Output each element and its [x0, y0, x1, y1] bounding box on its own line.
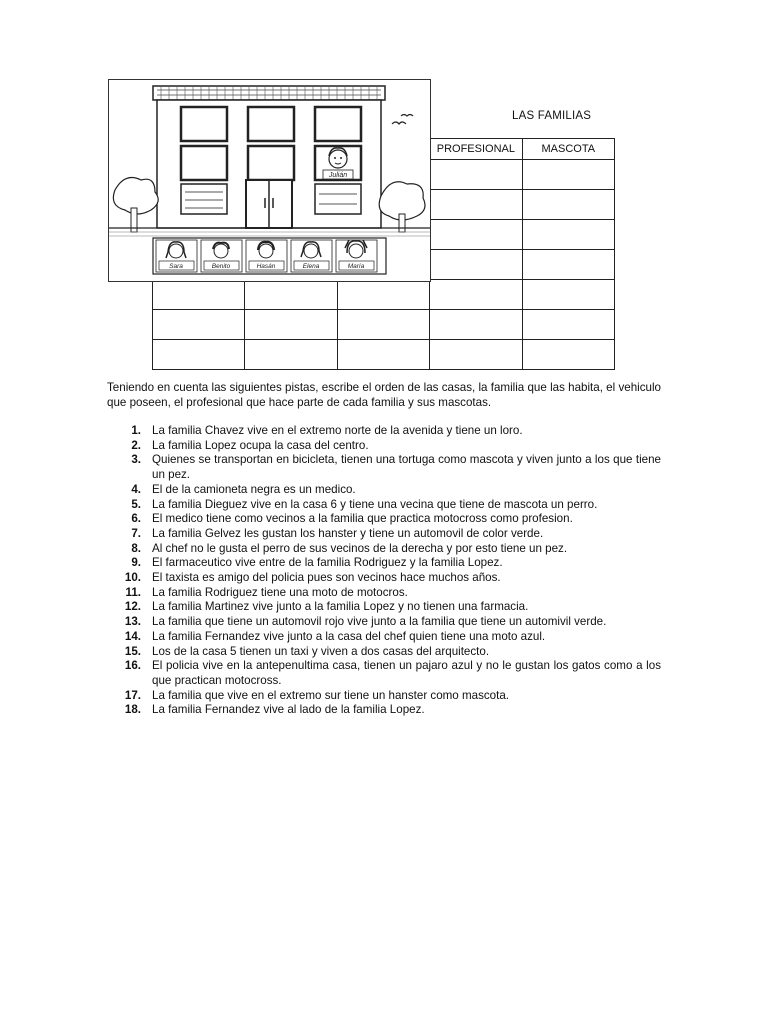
clue-text: La familia Fernandez vive al lado de la familia Lopez.: [152, 703, 425, 717]
grid-cell[interactable]: [522, 340, 614, 370]
clue-item: [107, 703, 661, 718]
grid-cell[interactable]: [522, 160, 614, 190]
grid-header-profesional: PROFESIONAL: [430, 139, 522, 160]
clue-item: [107, 453, 661, 482]
clue-item: [107, 512, 661, 527]
svg-text:María: María: [347, 263, 365, 270]
grid-cell[interactable]: [430, 160, 522, 190]
svg-text:Benito: Benito: [211, 263, 231, 270]
window: [181, 146, 227, 180]
clue-item: [107, 527, 661, 542]
grid-cell[interactable]: [337, 280, 429, 310]
grid-cell[interactable]: [245, 280, 337, 310]
grid-cell[interactable]: [522, 220, 614, 250]
clue-text: El medico tiene como vecinos a la familia que practica motocross como profesion.: [152, 512, 573, 526]
clue-number: 3.: [131, 453, 141, 467]
clue-number: 10.: [124, 571, 141, 585]
boy-face-icon: [329, 148, 347, 168]
grid-cell[interactable]: [245, 340, 337, 370]
clue-text: El taxista es amigo del policia pues son vecinos hace muchos años.: [152, 571, 501, 585]
clue-number: 6.: [131, 512, 141, 526]
clue-item: [107, 571, 661, 586]
tree-icon: [113, 178, 158, 232]
clue-number: 5.: [131, 497, 141, 511]
clue-item: [107, 542, 661, 557]
clue-number: 8.: [131, 541, 141, 555]
clue-text: La familia Lopez ocupa la casa del centro.: [152, 438, 369, 452]
svg-text:Sara: Sara: [169, 263, 183, 270]
grid-cell[interactable]: [522, 310, 614, 340]
grid-cell[interactable]: [337, 340, 429, 370]
bird-icon: [392, 122, 406, 124]
clue-number: 14.: [124, 629, 141, 643]
grid-cell[interactable]: [337, 310, 429, 340]
roof-tiles: [153, 86, 385, 100]
page-title: LAS FAMILIAS: [512, 110, 592, 122]
grid-cell[interactable]: [522, 250, 614, 280]
grid-cell[interactable]: [522, 190, 614, 220]
clue-item: [107, 439, 661, 454]
clue-number: 13.: [124, 615, 141, 629]
portrait-hasan: [246, 240, 287, 272]
clue-text: La familia Dieguez vive en la casa 6 y tiene una vecina que tiene de mascota un perro.: [152, 497, 598, 511]
clue-item: [107, 659, 661, 688]
grid-cell[interactable]: [153, 280, 245, 310]
portrait-elena: [291, 240, 332, 272]
clue-text: Al chef no le gusta el perro de sus vecinos de la derecha y por esto tiene un pez.: [152, 541, 568, 555]
clue-text: La familia Fernandez vive junto a la casa del chef quien tiene una moto azul.: [152, 629, 546, 643]
window: [315, 107, 361, 141]
clue-item: [107, 586, 661, 601]
grid-cell[interactable]: [153, 310, 245, 340]
bird-icon: [401, 115, 413, 117]
clue-item: [107, 424, 661, 439]
clue-number: 12.: [124, 600, 141, 614]
building-illustration: [108, 79, 431, 282]
instructions-paragraph: Teniendo en cuenta las siguientes pistas, escribe el orden de las casas, la familia que las habita, el vehiculo que poseen, el profesional que hace parte de cada familia y sus mascotas.: [107, 381, 661, 409]
clues-list: [107, 424, 661, 718]
portrait-sara: [156, 240, 197, 272]
clue-text: La familia Gelvez les gustan los hanster y tiene un automovil de color verde.: [152, 526, 544, 540]
clue-text: Los de la casa 5 tienen un taxi y viven a dos casas del arquitecto.: [152, 644, 490, 658]
clue-item: [107, 600, 661, 615]
clue-number: 16.: [124, 659, 141, 673]
grid-cell[interactable]: [522, 280, 614, 310]
clue-item: [107, 498, 661, 513]
shop-window: [315, 184, 361, 214]
clue-text: El policia vive en la antepenultima casa, tienen un pajaro azul y no le gustan los gatos como a los que practican motocross.: [152, 659, 661, 687]
portrait-benito: [201, 240, 242, 272]
grid-row: [153, 340, 615, 370]
clue-number: 9.: [131, 556, 141, 570]
grid-row: [153, 310, 615, 340]
clue-text: El farmaceutico vive entre de la familia Rodriguez y la familia Lopez.: [152, 556, 503, 570]
clue-item: [107, 645, 661, 660]
clue-number: 18.: [124, 703, 141, 717]
portrait-maria: [336, 240, 377, 272]
clue-text: La familia Chavez vive en el extremo norte de la avenida y tiene un loro.: [152, 424, 523, 437]
clue-number: 2.: [131, 438, 141, 452]
clue-number: 1.: [131, 424, 141, 437]
grid-cell[interactable]: [430, 250, 522, 280]
clue-text: Quienes se transportan en bicicleta, tienen una tortuga como mascota y viven junto a los que tiene un pez.: [152, 453, 661, 482]
svg-text:Hasán: Hasán: [256, 263, 276, 270]
window: [248, 107, 294, 141]
grid-cell[interactable]: [430, 310, 522, 340]
clue-item: [107, 483, 661, 498]
shop-window: [181, 184, 227, 214]
clue-item: [107, 689, 661, 704]
clue-text: La familia Martinez vive junto a la familia Lopez y no tienen una farmacia.: [152, 600, 529, 614]
window: [181, 107, 227, 141]
clue-item: [107, 630, 661, 645]
clue-text: El de la camioneta negra es un medico.: [152, 482, 356, 496]
grid-cell[interactable]: [153, 340, 245, 370]
clue-item: [107, 615, 661, 630]
clue-number: 4.: [131, 482, 141, 496]
tree-icon: [379, 182, 425, 232]
clue-number: 11.: [125, 585, 141, 599]
clue-number: 7.: [131, 526, 141, 540]
clue-text: La familia que vive en el extremo sur tiene un hanster como mascota.: [152, 688, 510, 702]
clue-text: La familia que tiene un automovil rojo vive junto a la familia que tiene un automivil verde.: [152, 615, 607, 629]
clue-text: La familia Rodriguez tiene una moto de motocros.: [152, 585, 408, 599]
grid-row: [153, 280, 615, 310]
clue-number: 17.: [124, 688, 141, 702]
julian-label: Julián: [328, 172, 348, 179]
grid-cell[interactable]: [430, 280, 522, 310]
window: [248, 146, 294, 180]
grid-cell[interactable]: [430, 340, 522, 370]
clue-number: 15.: [124, 644, 141, 658]
svg-text:Elena: Elena: [302, 263, 320, 270]
grid-cell[interactable]: [430, 190, 522, 220]
grid-cell[interactable]: [430, 220, 522, 250]
clue-item: [107, 556, 661, 571]
grid-cell[interactable]: [245, 310, 337, 340]
grid-header-mascota: MASCOTA: [522, 139, 614, 160]
